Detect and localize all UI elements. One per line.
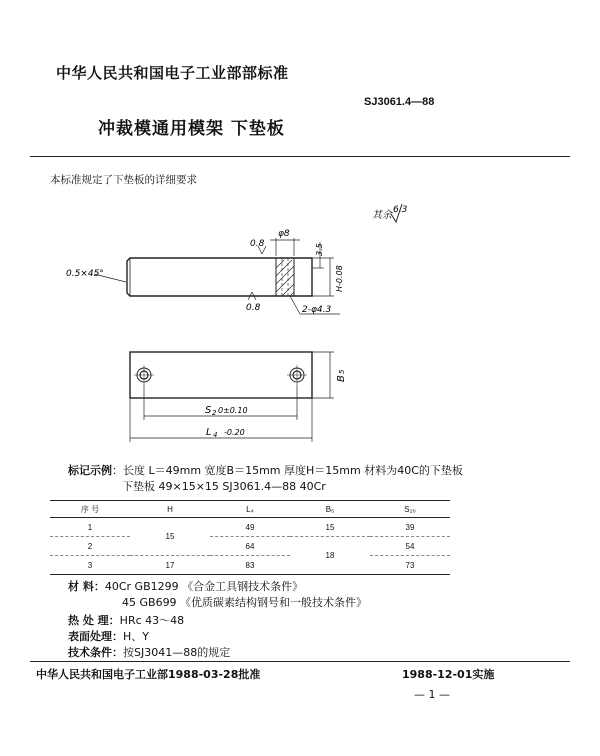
dim-b-sub: 5 [338, 369, 346, 374]
dim-l-label: L [206, 427, 212, 438]
table-row [50, 556, 450, 575]
cell-l: 64 [210, 537, 290, 556]
cell-l: 49 [210, 518, 290, 537]
table-row [50, 518, 450, 537]
material-line-1 [68, 578, 303, 594]
material-label: 材 料： [68, 580, 105, 593]
approval-text: 中华人民共和国电子工业部1988-03-28批准 [36, 668, 261, 681]
cell-s: 73 [370, 556, 450, 575]
tech-value: 按SJ3041—88的规定 [123, 646, 231, 659]
cell-l: 83 [210, 556, 290, 575]
effective-date: 1988-12-01实施 [402, 668, 495, 681]
example-line-1 [68, 462, 463, 478]
side-dimensions [94, 238, 340, 314]
example-label: 标记示例 [68, 464, 112, 477]
header-s: S₂₀ [370, 501, 450, 518]
hole-label: 2-φ4.3 [302, 305, 332, 315]
phi8-label: φ8 [278, 229, 290, 239]
dim-s-tol: 0±0.10 [218, 406, 248, 415]
heat-label: 热 处 理： [68, 614, 120, 627]
roughness-value: 6.3 [393, 205, 408, 215]
document-title: 冲裁模通用模架 下垫板 [98, 119, 285, 139]
cell-s: 39 [370, 518, 450, 537]
side-view [127, 258, 312, 296]
heat-value: HRc 43～48 [119, 614, 185, 627]
organization-header: 中华人民共和国电子工业部部标准 [56, 64, 289, 82]
technical-drawing [0, 190, 600, 460]
cell-no: 2 [50, 537, 130, 556]
example-text-1: ：长度 L＝49mm 宽度B＝15mm 厚度H＝15mm 材料为40C的下垫板 [112, 464, 463, 477]
dim-35-label: 3.5 [315, 243, 324, 256]
dimension-table [50, 500, 450, 575]
dim-s-sub: 2 [212, 409, 217, 417]
surface-value: H、Y [123, 630, 149, 643]
header-h: H [130, 501, 210, 518]
example-line-2: 下垫板 49×15×15 SJ3061.4—88 40Cr [122, 480, 326, 493]
surface-right-label: 0.8 [246, 303, 261, 313]
cell-h: 17 [130, 556, 210, 575]
table-row [50, 537, 450, 556]
surface-label: 表面处理： [68, 630, 123, 643]
plan-holes [134, 365, 307, 385]
page-number: — 1 — [414, 688, 450, 701]
dim-l-tol: -0.20 [224, 428, 245, 437]
footer-divider [30, 661, 570, 662]
header-divider [30, 156, 570, 157]
dim-b-label: B [336, 375, 347, 382]
roughness-note: 其余 [372, 210, 392, 221]
dim-h-label: H-0.08 [335, 265, 344, 292]
cell-b: 15 [290, 518, 370, 537]
header-l: L₄ [210, 501, 290, 518]
tech-conditions-line [68, 644, 230, 660]
header-b: B₅ [290, 501, 370, 518]
cell-s: 54 [370, 537, 450, 556]
heat-treatment-line [68, 612, 184, 628]
intro-text: 本标准规定了下垫板的详细要求 [50, 174, 197, 186]
cell-no: 3 [50, 556, 130, 575]
cell-b: 18 [290, 537, 370, 575]
tech-label: 技术条件： [68, 646, 123, 659]
material-value-2: 45 GB699 《优质碳素结构钢号和一般技术条件》 [122, 596, 368, 609]
material-value-1: 40Cr GB1299 《合金工具钢技术条件》 [104, 580, 304, 593]
dim-s-label: S [205, 405, 212, 416]
cell-h: 15 [130, 518, 210, 556]
chamfer-label: 0.5×45° [66, 269, 104, 279]
header-no: 序 号 [50, 501, 130, 518]
plan-view [130, 352, 312, 398]
hole-section [276, 258, 294, 296]
dim-l-sub: 4 [213, 431, 218, 439]
cell-no: 1 [50, 518, 130, 537]
surface-treatment-line [68, 628, 149, 644]
surface-left-label: 0.8 [250, 239, 265, 249]
standard-number: SJ3061.4—88 [364, 96, 435, 108]
